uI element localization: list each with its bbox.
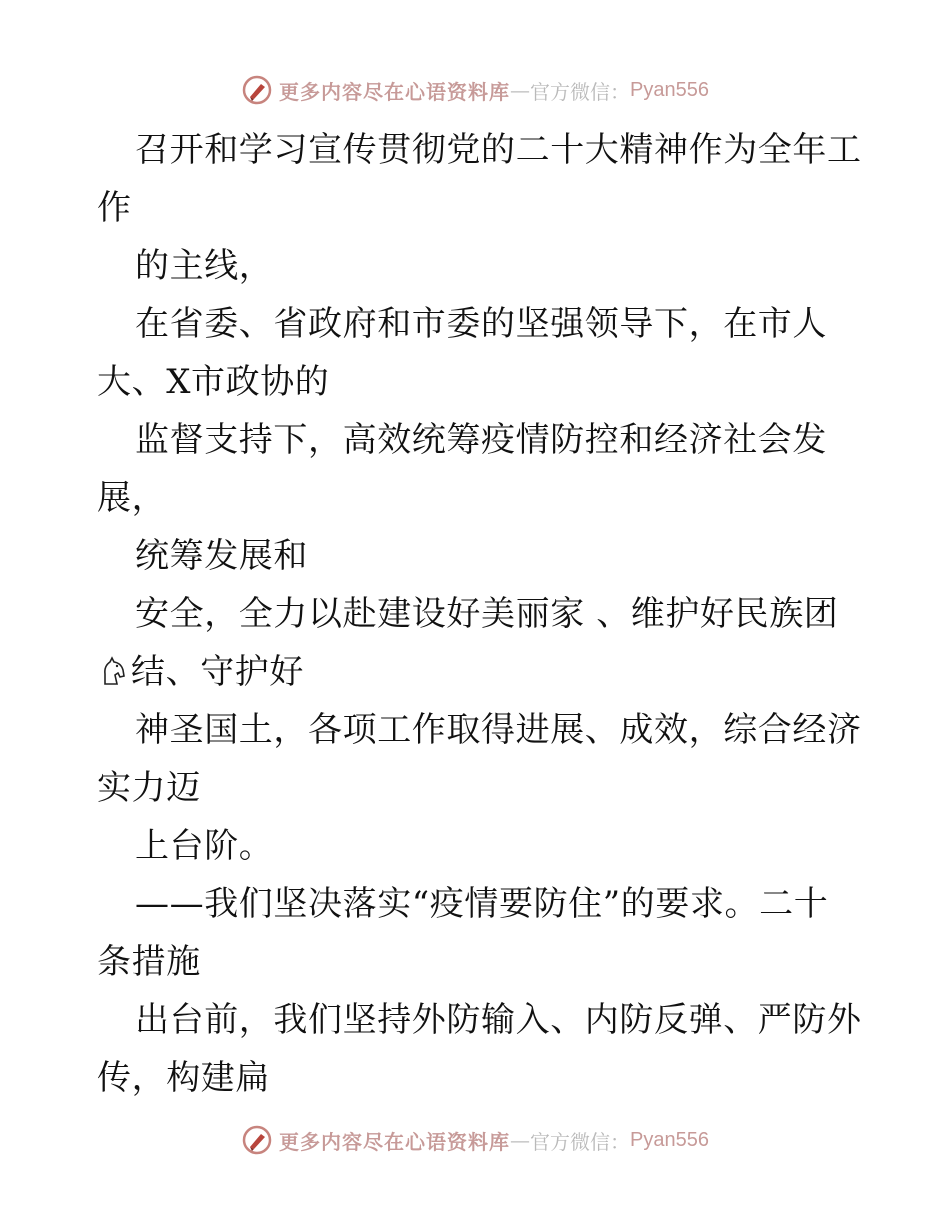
paragraph-line: 大、X市政协的 [97, 362, 330, 402]
paragraph-line: 的主线， [135, 246, 274, 286]
pen-nib-logo-icon [241, 74, 273, 106]
watermark-header [0, 70, 950, 110]
watermark-footer [0, 1120, 950, 1160]
paragraph-line: 安全，全力以赴建设好美丽家 、维护好民族团 [135, 594, 839, 634]
pen-nib-logo-icon [241, 1124, 273, 1156]
watermark-wechat-id: Pyan556 [630, 1128, 709, 1151]
paragraph-line: 在省委、省政府和市委的坚强领导下，在市人 [135, 304, 827, 344]
paragraph-line: 传，构建扁 [97, 1058, 270, 1098]
watermark-text: 更多内容尽在心语资料库 [279, 79, 511, 104]
paragraph-line: ——我们坚决落实“疫情要防住”的要求。二十 [135, 884, 829, 924]
watermark-text: 更多内容尽在心语资料库 [279, 1129, 511, 1154]
paragraph-line: 神圣国土，各项工作取得进展、成效，综合经济 [135, 710, 862, 750]
watermark-wechat-label: 官方微信： [530, 1129, 631, 1154]
horse-head-icon [97, 654, 131, 688]
watermark-separator: — [510, 1128, 531, 1152]
paragraph-line: 统筹发展和 [135, 536, 308, 576]
paragraph-line: 展， [97, 478, 167, 518]
paragraph-line: 作 [97, 188, 132, 228]
watermark-wechat-id: Pyan556 [630, 78, 709, 101]
watermark-separator: — [510, 78, 531, 102]
paragraph-line: 上台阶。 [135, 826, 274, 866]
paragraph-line: 召开和学习宣传贯彻党的二十大精神作为全年工 [135, 130, 862, 170]
watermark-wechat-label: 官方微信： [530, 79, 631, 104]
paragraph-line: 条措施 [97, 942, 201, 982]
paragraph-line-with-glyph [97, 643, 857, 701]
document-body [97, 121, 862, 1107]
paragraph-line: 实力迈 [97, 768, 201, 808]
paragraph-line: 监督支持下，高效统筹疫情防控和经济社会发 [135, 420, 827, 460]
paragraph-line-text: 结、守护好 [131, 652, 304, 692]
paragraph-line: 出台前，我们坚持外防输入、内防反弹、严防外 [135, 1000, 862, 1040]
